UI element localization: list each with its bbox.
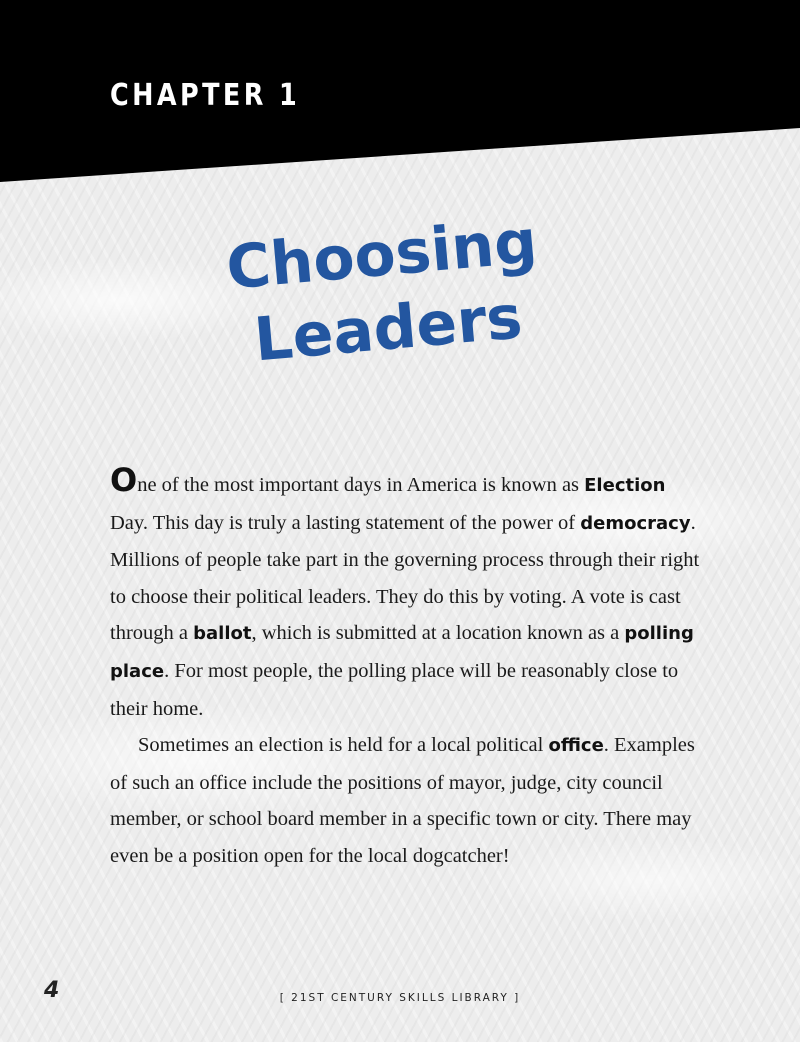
page-number: 4	[44, 978, 60, 1003]
series-footer-label: [ 21ST CENTURY SKILLS LIBRARY ]	[279, 992, 521, 1004]
title-line-1: Choosing	[223, 206, 540, 304]
body-text	[110, 461, 700, 875]
paragraph-2	[110, 727, 700, 874]
glossary-term-polling-place: polling place	[110, 623, 694, 682]
text-run: . Examples of such an office include the positions of mayor, judge, city council member, or school board member in a specific town or city. There may even be a position open for the local dogcatcher!	[110, 734, 695, 867]
chapter-label: CHAPTER 1	[110, 78, 301, 113]
text-run: , which is submitted at a location known as a	[251, 622, 625, 645]
paragraph-1	[110, 461, 700, 727]
title-line-2: Leaders	[251, 282, 525, 376]
glossary-term-election: Election	[584, 475, 666, 496]
glossary-term-ballot: ballot	[193, 623, 252, 645]
glossary-term-democracy: democracy	[580, 512, 691, 534]
drop-cap: O	[110, 461, 138, 499]
text-run: . Millions of people take part in the governing process through their right to choose their political leaders. They do this by voting. A vote is cast through a	[110, 511, 700, 645]
text-run: Day. This day is truly a lasting statement of the power of	[110, 511, 581, 534]
text-run: Sometimes an election is held for a local political	[138, 734, 549, 757]
text-run: . For most people, the polling place will be reasonably close to their home.	[110, 659, 679, 720]
glossary-term-office: office	[548, 735, 604, 757]
page-title	[209, 203, 561, 380]
text-run: ne of the most important days in America is known as	[137, 474, 585, 496]
